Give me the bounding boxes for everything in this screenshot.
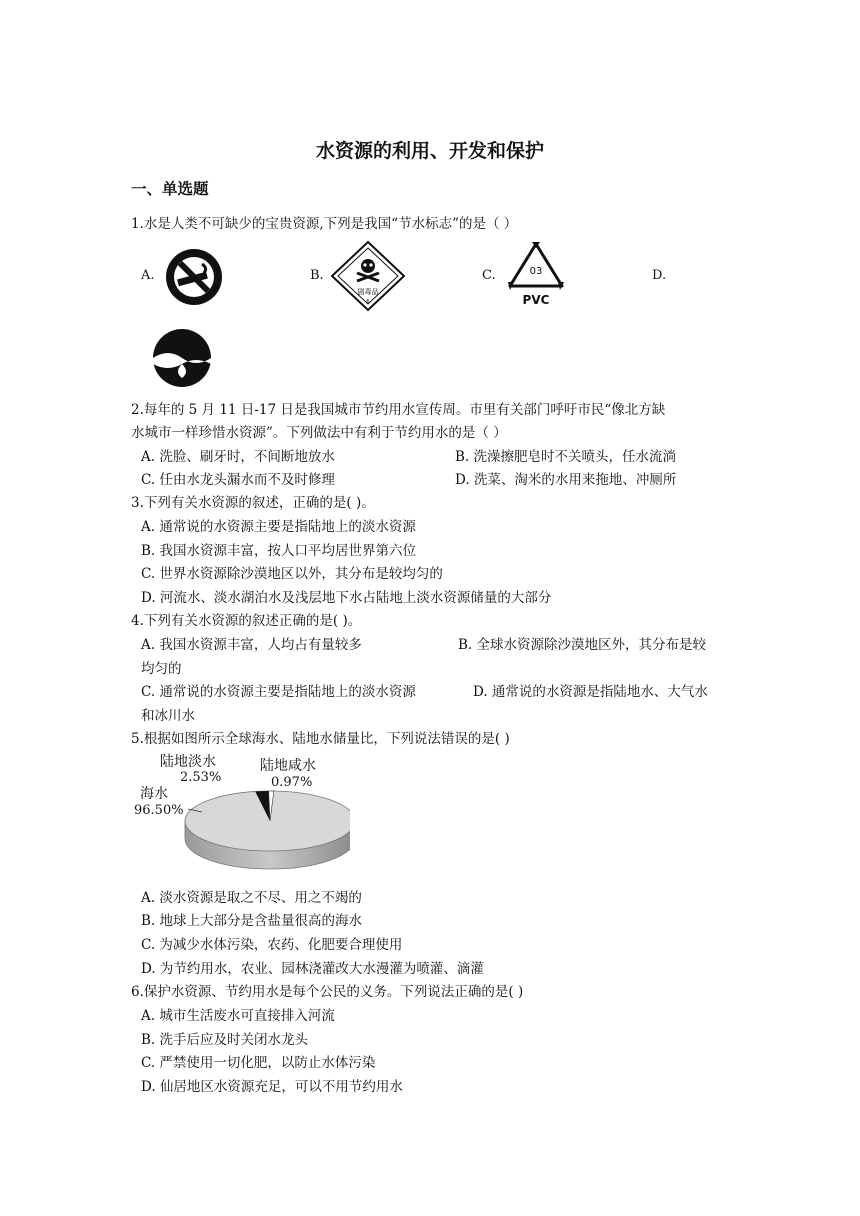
q5-option-b: B. 地球上大部分是含盐量很高的海水 xyxy=(141,913,363,929)
recycling-pvc-icon xyxy=(504,238,568,308)
q4-option-b-line2: 均匀的 xyxy=(141,661,182,677)
q4-option-c: C. 通常说的水资源主要是指陆地上的淡水资源 xyxy=(141,684,416,700)
q5-option-c: C. 为减少水体污染，农药、化肥要合理使用 xyxy=(141,937,403,953)
recycling-material: PVC xyxy=(522,293,550,307)
toxic-class-number: 6 xyxy=(366,299,370,305)
q2-option-c: C. 任由水龙头漏水而不及时修理 xyxy=(141,472,335,488)
q6-option-b: B. 洗手后应及时关闭水龙头 xyxy=(141,1032,309,1048)
q5-option-d: D. 为节约用水，农业、园林浇灌改大水漫灌为喷灌、滴灌 xyxy=(141,961,484,977)
toxic-label: 剧毒品 xyxy=(357,288,379,296)
toxic-substance-icon xyxy=(330,240,406,312)
q4-option-d-line1: D. 通常说的水资源是指陆地水、大气水 xyxy=(473,684,708,700)
question-1-stem: 1.水是人类不可缺少的宝贵资源,下列是我国“节水标志”的是（ ） xyxy=(131,216,518,232)
question-5-stem: 5.根据如图所示全球海水、陆地水储量比，下列说法错误的是( ) xyxy=(131,731,510,747)
water-storage-pie-chart xyxy=(130,746,350,876)
q2-option-d: D. 洗菜、淘米的水用来拖地、冲厕所 xyxy=(455,472,677,488)
q3-option-c: C. 世界水资源除沙漠地区以外，其分布是较均匀的 xyxy=(141,566,443,582)
q6-option-a: A. 城市生活废水可直接排入河流 xyxy=(141,1008,335,1024)
question-2-stem-line2: 水城市一样珍惜水资源”。下列做法中有利于节约用水的是（ ） xyxy=(131,425,507,441)
q2-option-a: A. 洗脸、刷牙时，不间断地放水 xyxy=(141,449,335,465)
q6-option-c: C. 严禁使用一切化肥，以防止水体污染 xyxy=(141,1055,376,1071)
label-land-saltwater: 陆地咸水 xyxy=(260,758,316,774)
q3-option-d: D. 河流水、淡水湖泊水及浅层地下水占陆地上淡水资源储量的大部分 xyxy=(141,590,552,606)
q4-option-d-line2: 和冰川水 xyxy=(141,708,195,724)
q1-option-b-label: B. xyxy=(310,268,324,283)
q3-option-a: A. 通常说的水资源主要是指陆地上的淡水资源 xyxy=(141,519,416,535)
question-2-stem-line1: 2.每年的 5 月 11 日-17 日是我国城市节约用水宣传周。市里有关部门呼吁市民“像北方缺 xyxy=(131,402,666,418)
recycling-code: 03 xyxy=(529,266,543,277)
water-saving-icon xyxy=(150,328,214,388)
q1-option-d-label: D. xyxy=(652,268,667,283)
q5-option-a: A. 淡水资源是取之不尽、用之不竭的 xyxy=(141,890,362,906)
label-land-freshwater: 陆地淡水 xyxy=(160,754,216,770)
question-3-stem: 3.下列有关水资源的叙述，正确的是( )。 xyxy=(131,495,375,511)
q1-option-a-label: A. xyxy=(141,268,155,283)
value-land-freshwater: 2.53% xyxy=(180,770,222,785)
question-6-stem: 6.保护水资源、节约用水是每个公民的义务。下列说法正确的是( ) xyxy=(131,984,524,1000)
no-smoking-icon xyxy=(160,246,228,308)
value-seawater: 96.50% xyxy=(134,803,184,818)
q4-option-b-line1: B. 全球水资源除沙漠地区外，其分布是较 xyxy=(458,637,707,653)
q1-option-c-label: C. xyxy=(482,268,496,283)
q6-option-d: D. 仙居地区水资源充足，可以不用节约用水 xyxy=(141,1079,403,1095)
page-title: 水资源的利用、开发和保护 xyxy=(315,140,544,162)
value-land-saltwater: 0.97% xyxy=(271,775,313,790)
question-4-stem: 4.下列有关水资源的叙述正确的是( )。 xyxy=(131,613,362,629)
q4-option-a: A. 我国水资源丰富，人均占有量较多 xyxy=(141,637,362,653)
q3-option-b: B. 我国水资源丰富，按人口平均居世界第六位 xyxy=(141,543,417,559)
label-seawater: 海水 xyxy=(140,786,168,802)
q2-option-b: B. 洗澡擦肥皂时不关喷头，任水流淌 xyxy=(455,449,677,465)
section-heading: 一、单选题 xyxy=(131,180,209,198)
